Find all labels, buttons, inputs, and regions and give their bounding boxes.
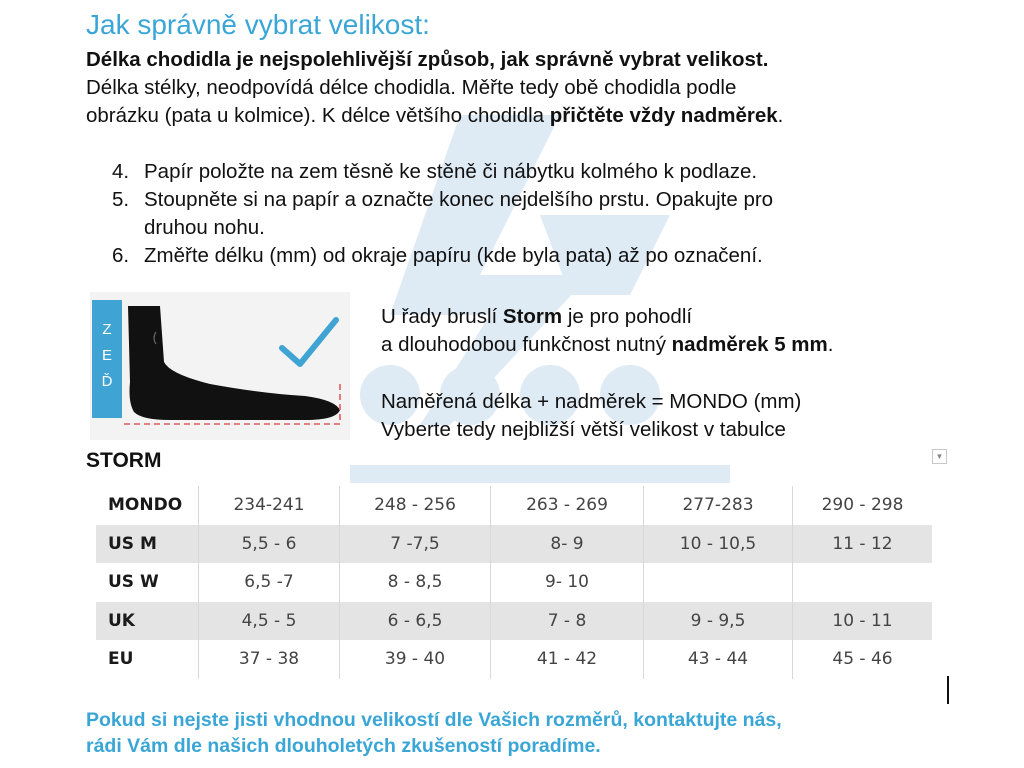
table-cell: 10 - 11	[793, 602, 933, 641]
list-item	[112, 186, 932, 242]
mondo-instruction: Vyberte tedy nejbližší větší velikost v tabulce	[381, 418, 786, 441]
step-number: 5.	[112, 188, 130, 211]
table-cell: 8 - 8,5	[340, 563, 491, 602]
table-row	[96, 602, 932, 641]
table-cell: 6 - 6,5	[340, 602, 491, 641]
table-cell: 9- 10	[491, 563, 644, 602]
table-cell: 11 - 12	[793, 525, 933, 564]
wall-letter: Z	[102, 321, 112, 338]
step-number: 4.	[112, 160, 130, 183]
table-cell: 234-241	[199, 486, 340, 525]
table-cell: 45 - 46	[793, 640, 933, 679]
table-cell: 277-283	[644, 486, 793, 525]
row-header: EU	[108, 649, 134, 670]
table-cell: 10 - 10,5	[644, 525, 793, 564]
wall-letter: E	[101, 347, 113, 364]
table-cell: 6,5 -7	[199, 563, 340, 602]
chevron-down-icon[interactable]: ▼	[932, 449, 947, 464]
table-cell: 37 - 38	[199, 640, 340, 679]
table-cell: 9 - 9,5	[644, 602, 793, 641]
table-cell	[793, 563, 933, 602]
table-row	[96, 563, 932, 602]
allowance-emphasis: nadměrek 5 mm	[671, 333, 828, 356]
intro-line-3: obrázku (pata u kolmice). K délce většího chodidla přičtěte vždy nadměrek.	[86, 104, 784, 127]
list-item	[112, 158, 932, 186]
storm-emphasis: Storm	[502, 305, 563, 328]
step-text: Papír položte na zem těsně ke stěně či nábytku kolmého k podlaze.	[144, 160, 758, 183]
table-cell: 263 - 269	[491, 486, 644, 525]
table-cell: 290 - 298	[793, 486, 933, 525]
table-cell: 41 - 42	[491, 640, 644, 679]
mondo-formula: Naměřená délka + nadměrek = MONDO (mm)	[381, 390, 802, 413]
table-cell: 39 - 40	[340, 640, 491, 679]
row-header: US M	[96, 525, 199, 564]
text-cursor	[947, 676, 949, 704]
intro-emphasis: přičtěte vždy nadměrek	[549, 104, 778, 127]
size-table	[96, 486, 932, 679]
row-header: US W	[108, 572, 159, 593]
page-title: Jak správně vybrat velikost:	[86, 9, 430, 40]
table-row	[96, 486, 932, 525]
row-header: UK	[96, 602, 199, 641]
contact-line-1: Pokud si nejste jisti vhodnou velikostí dle Vašich rozměrů, kontaktujte nás,	[86, 709, 782, 731]
contact-note	[86, 707, 966, 759]
intro-bold-line: Délka chodidla je nejspolehlivější způsob, jak správně vybrat velikost.	[86, 48, 769, 71]
step-text: Změřte délku (mm) od okraje papíru (kde byla pata) až po označení.	[144, 244, 763, 267]
intro-paragraph	[86, 46, 966, 130]
intro-line-2: Délka stélky, neodpovídá délce chodidla. Měřte tedy obě chodidla podle	[86, 76, 737, 99]
row-header: MONDO	[108, 495, 183, 516]
mondo-note	[381, 388, 801, 444]
wall-letter: Ď	[101, 373, 113, 390]
table-cell: 248 - 256	[340, 486, 491, 525]
table-label: STORM	[86, 449, 162, 472]
contact-line-2: rádi Vám dle našich dlouholetých zkušeností poradíme.	[86, 735, 601, 757]
foot-measurement-illustration	[90, 292, 350, 440]
table-cell: 7 -7,5	[340, 525, 491, 564]
storm-note: U řady bruslí Storm je pro pohodlí a dlouhodobou funkčnost nutný nadměrek 5 mm.	[381, 305, 834, 356]
list-item	[112, 242, 932, 270]
table-cell: 4,5 - 5	[199, 602, 340, 641]
table-row	[96, 640, 932, 679]
table-cell	[644, 563, 793, 602]
table-row	[96, 525, 932, 564]
table-cell: 8- 9	[491, 525, 644, 564]
table-cell: 43 - 44	[644, 640, 793, 679]
steps-list	[112, 158, 932, 270]
table-cell: 7 - 8	[491, 602, 644, 641]
step-text: Stoupněte si na papír a označte konec nejdelšího prstu. Opakujte pro druhou nohu.	[144, 188, 774, 239]
step-number: 6.	[112, 244, 130, 267]
table-cell: 5,5 - 6	[199, 525, 340, 564]
